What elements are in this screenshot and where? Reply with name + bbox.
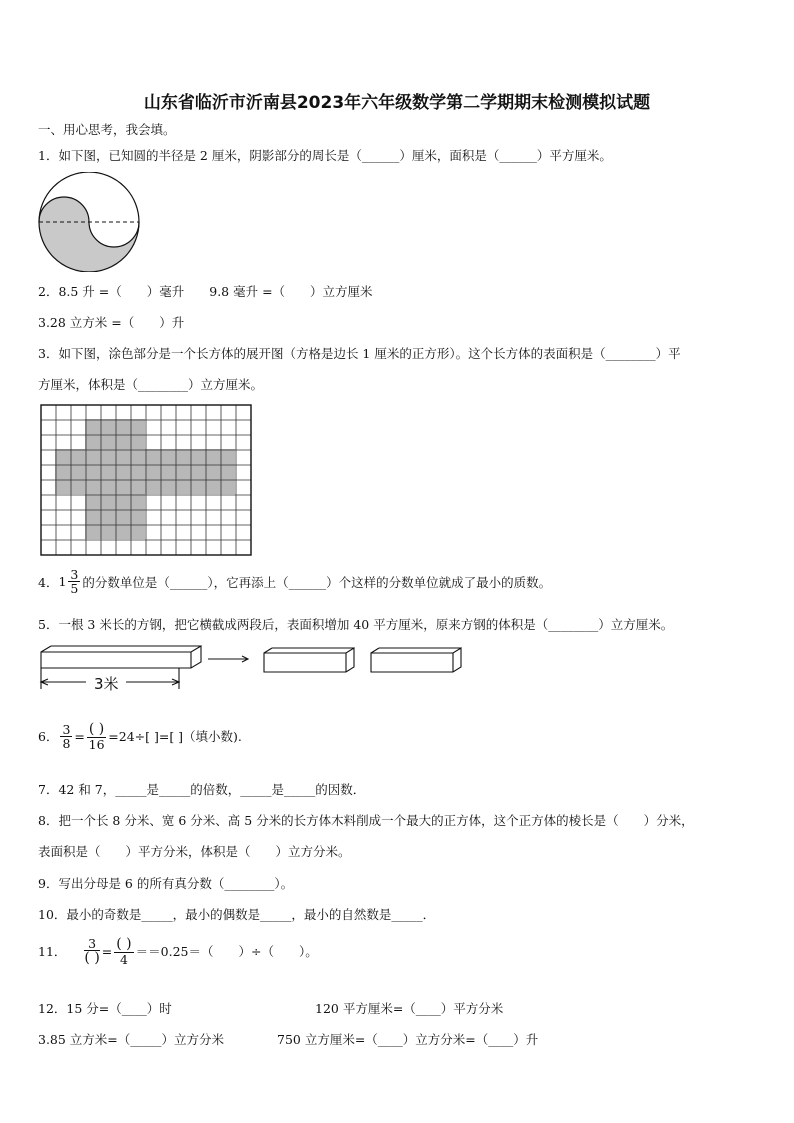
question-12-item2: 120 平方厘米=（____）平方分米 (315, 1001, 504, 1016)
question-5: 5．一根 3 米长的方钢，把它横截成两段后，表面积增加 40 平方厘米，原来方钢的体积是（________）立方厘米。 (38, 617, 674, 632)
question-11 (38, 937, 318, 966)
question-9: 9．写出分母是 6 的所有真分数（________）。 (38, 876, 294, 891)
question-12-item1: 12．15 分=（____）时 (38, 1001, 172, 1016)
mixed-whole: 1 (58, 574, 67, 590)
question-3-line2: 方厘米，体积是（________）立方厘米。 (38, 377, 264, 392)
question-4-text: 的分数单位是（______），它再添上（______）个这样的分数单位就成了最小的质数。 (82, 574, 552, 590)
fraction-denominator: ( ) (84, 950, 100, 967)
equals-sign: = (74, 728, 85, 744)
fraction-3-8 (60, 723, 72, 750)
question-3-line1: 3．如下图，涂色部分是一个长方体的展开图（方格是边长 1 厘米的正方形）。这个长方体的表面积是（________）平 (38, 346, 681, 361)
fraction-numerator: ( ) (116, 936, 132, 952)
question-2-line1: 2．8.5 升 =（ ）毫升 9.8 毫升 =（ ）立方厘米 (38, 284, 373, 299)
question-12-item3: 3.85 立方米=（_____）立方分米 (38, 1032, 225, 1047)
page-title: 山东省临沂市沂南县2023年六年级数学第二学期期末检测模拟试题 (143, 93, 651, 113)
question-6-text: =24÷[ ]=[ ]（填小数). (108, 729, 242, 745)
fraction-denominator: 4 (119, 951, 128, 967)
question-1: 1．如下图，已知圆的半径是 2 厘米，阴影部分的周长是（______）厘米，面积是（______）平方厘米。 (38, 148, 612, 163)
question-12-item4: 750 立方厘米=（____）立方分米=（____）升 (277, 1032, 539, 1047)
fraction-denominator: 16 (88, 736, 105, 752)
question-4-number: 4． (38, 574, 59, 590)
net-grid-figure (40, 404, 253, 557)
question-4 (38, 568, 551, 595)
question-6-number: 6． (38, 729, 59, 745)
equals-sign: = (101, 943, 113, 959)
yin-yang-circle-figure (36, 172, 142, 272)
mixed-number (58, 568, 82, 595)
fraction-blank-16 (87, 722, 106, 751)
question-10: 10．最小的奇数是_____，最小的偶数是_____，最小的自然数是_____． (38, 907, 436, 922)
question-7: 7．42 和 7，_____是_____的倍数，_____是_____的因数． (38, 782, 366, 797)
question-11-text: ＝＝0.25＝（ ）÷（ ）。 (135, 944, 318, 960)
fraction-blank-4 (114, 937, 133, 966)
fraction-numerator: ( ) (88, 721, 105, 737)
question-6 (38, 722, 242, 751)
fraction-3-blank (84, 937, 99, 966)
question-8-line1: 8．把一个长 8 分米、宽 6 分米、高 5 分米的长方体木料削成一个最大的正方体，这个正方体的棱长是（ ）分米， (38, 813, 694, 828)
fraction-denominator: 8 (62, 735, 71, 751)
question-11-number: 11． (38, 944, 67, 960)
fraction-numerator: 3 (62, 721, 71, 737)
fraction-numerator: 3 (70, 567, 79, 582)
question-2-line2: 3.28 立方米 =（ ）升 (38, 315, 185, 330)
fraction-denominator: 5 (70, 581, 79, 597)
fraction (68, 568, 80, 595)
length-label: 3米 (94, 675, 119, 693)
question-8-line2: 表面积是（ ）平方分米，体积是（ ）立方分米。 (38, 844, 351, 859)
fraction-numerator: 3 (84, 937, 99, 951)
section-heading: 一、用心思考，我会填。 (38, 122, 176, 137)
